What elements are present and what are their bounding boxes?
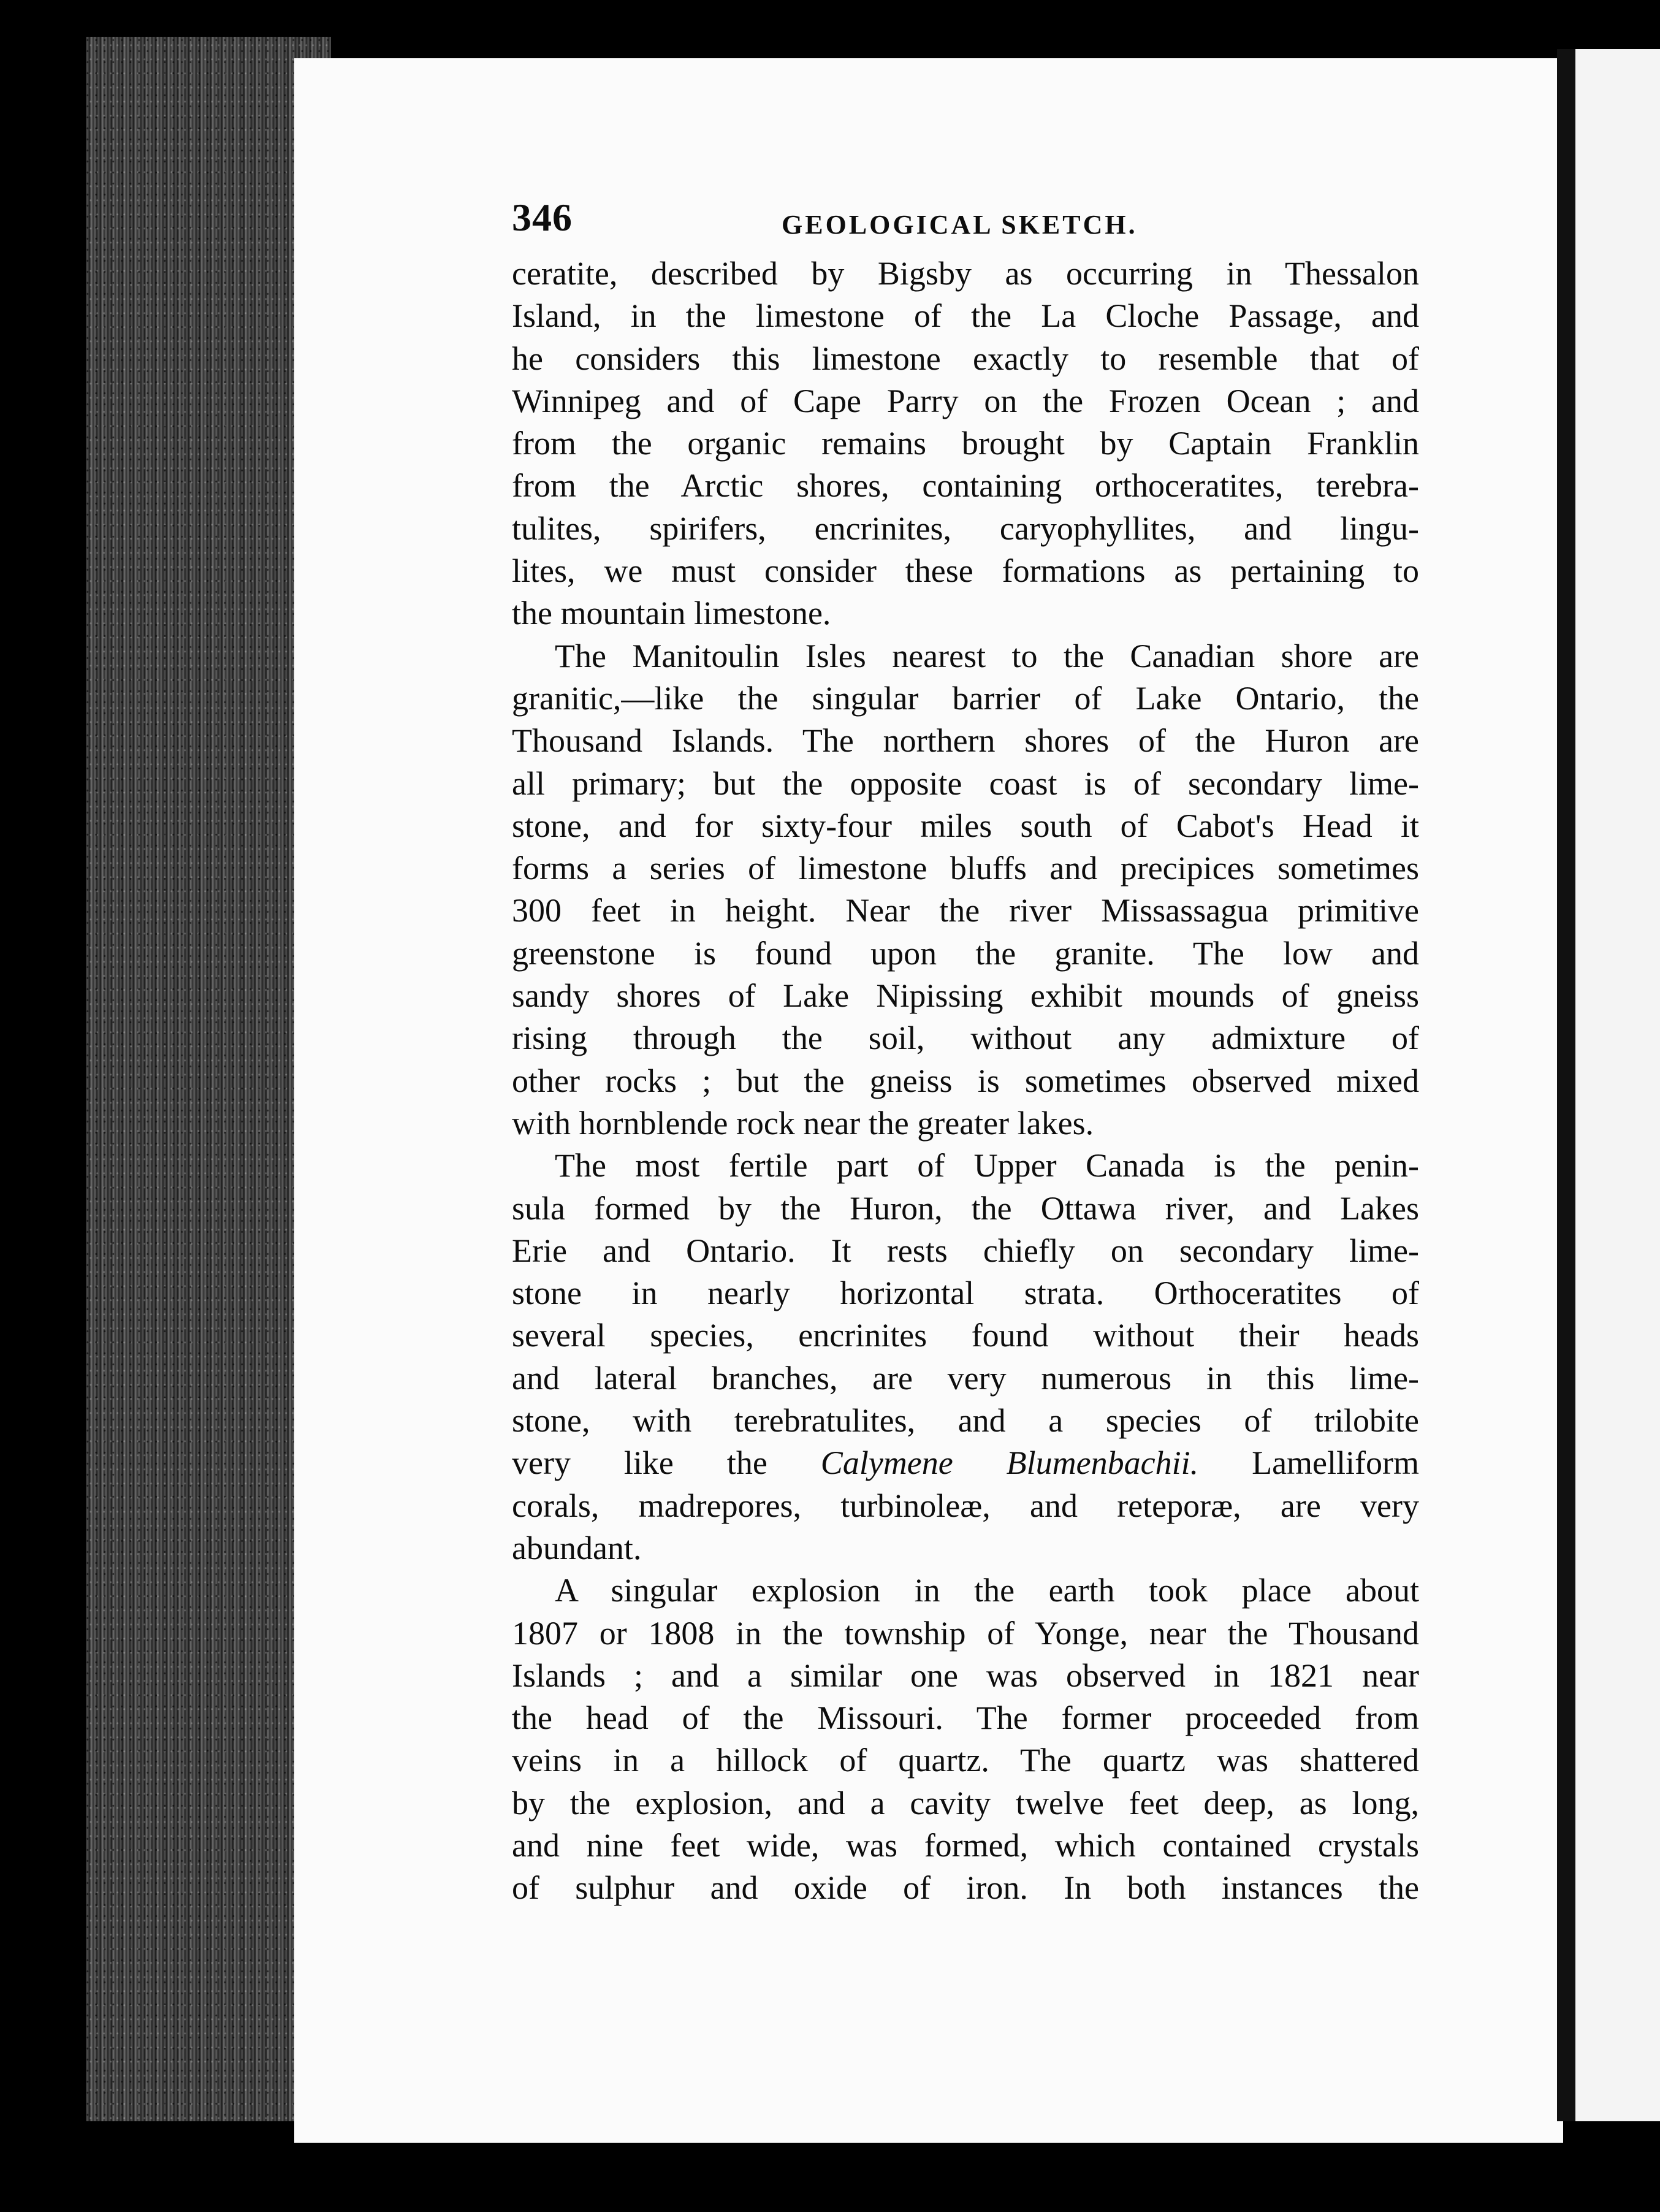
text-line: granitic,—like the singular barrier of Lake Ontario, the (512, 679, 1419, 717)
adjacent-page (1575, 49, 1660, 2121)
text-line: sandy shores of Lake Nipissing exhibit mounds of gneiss (512, 977, 1419, 1015)
text-line: abundant. (512, 1529, 642, 1566)
paragraph-3 (512, 1145, 1419, 1569)
text-line: ceratite, described by Bigsby as occurring in Thessalon (512, 255, 1419, 292)
text-line: veins in a hillock of quartz. The quartz was shattered (512, 1742, 1419, 1779)
paragraph-4 (512, 1569, 1419, 1909)
text-line: tulites, spirifers, encrinites, caryophyllites, and lingu- (512, 509, 1419, 547)
paragraph-1 (512, 253, 1419, 635)
text-line: and lateral branches, are very numerous in this lime- (512, 1359, 1419, 1397)
text-line: 1807 or 1808 in the township of Yonge, near the Thousand (512, 1614, 1419, 1652)
text-line: the mountain limestone. (512, 595, 831, 632)
text-line: The Manitoulin Isles nearest to the Canadian shore are (555, 637, 1419, 674)
text-line: Winnipeg and of Cape Parry on the Frozen Ocean ; and (512, 382, 1419, 419)
text-line: all primary; but the opposite coast is of secondary lime- (512, 765, 1419, 802)
text-line: corals, madrepores, turbinoleæ, and reteporæ, are very (512, 1487, 1419, 1524)
page-gutter-shadow (1557, 49, 1575, 2121)
text-line: with hornblende rock near the greater lakes. (512, 1104, 1094, 1142)
text-line: greenstone is found upon the granite. The low and (512, 934, 1419, 972)
text-line: Island, in the limestone of the La Cloche Passage, and (512, 297, 1419, 335)
text-line: stone, with terebratulites, and a species of trilobite (512, 1402, 1419, 1440)
text-line: and nine feet wide, was formed, which contained crystals (512, 1826, 1419, 1864)
text-line: he considers this limestone exactly to resemble that of (512, 340, 1419, 377)
text-line: lites, we must consider these formations as pertaining to (512, 552, 1419, 590)
text-line: 300 feet in height. Near the river Missassagua primitive (512, 892, 1419, 929)
text-line: Islands ; and a similar one was observed in 1821 near (512, 1657, 1419, 1694)
page-content (512, 196, 1419, 1910)
text-line: stone in nearly horizontal strata. Orthoceratites of (512, 1275, 1419, 1312)
page-number: 346 (512, 196, 573, 239)
text-line: forms a series of limestone bluffs and precipices sometimes (512, 850, 1419, 887)
text-line: The most fertile part of Upper Canada is the penin- (555, 1147, 1419, 1184)
running-title: GEOLOGICAL SKETCH. (782, 210, 1138, 240)
text-line: stone, and for sixty-four miles south of Cabot's Head it (512, 807, 1419, 844)
species-name-italic: Calymene Blumenbachii. (820, 1444, 1199, 1482)
text-line: from the Arctic shores, containing orthoceratites, terebra- (512, 467, 1419, 505)
text-line: several species, encrinites found without their heads (512, 1317, 1419, 1354)
text-line: Erie and Ontario. It rests chiefly on secondary lime- (512, 1232, 1419, 1269)
text-fragment: Lamelliform (1252, 1444, 1419, 1482)
text-line: A singular explosion in the earth took place about (555, 1572, 1419, 1609)
text-line: other rocks ; but the gneiss is sometimes observed mixed (512, 1062, 1419, 1099)
text-line: of sulphur and oxide of iron. In both instances the (512, 1869, 1419, 1907)
text-line-with-italic (512, 1442, 1419, 1484)
paragraph-2 (512, 635, 1419, 1145)
text-line: sula formed by the Huron, the Ottawa river, and Lakes (512, 1189, 1419, 1227)
text-line: Thousand Islands. The northern shores of the Huron are (512, 722, 1419, 760)
text-line: the head of the Missouri. The former proceeded from (512, 1699, 1419, 1737)
text-line: rising through the soil, without any admixture of (512, 1020, 1419, 1057)
text-line: by the explosion, and a cavity twelve feet deep, as long, (512, 1784, 1419, 1821)
text-fragment: very like the (512, 1444, 767, 1482)
running-head (512, 196, 1419, 253)
text-line: from the organic remains brought by Captain Franklin (512, 425, 1419, 462)
